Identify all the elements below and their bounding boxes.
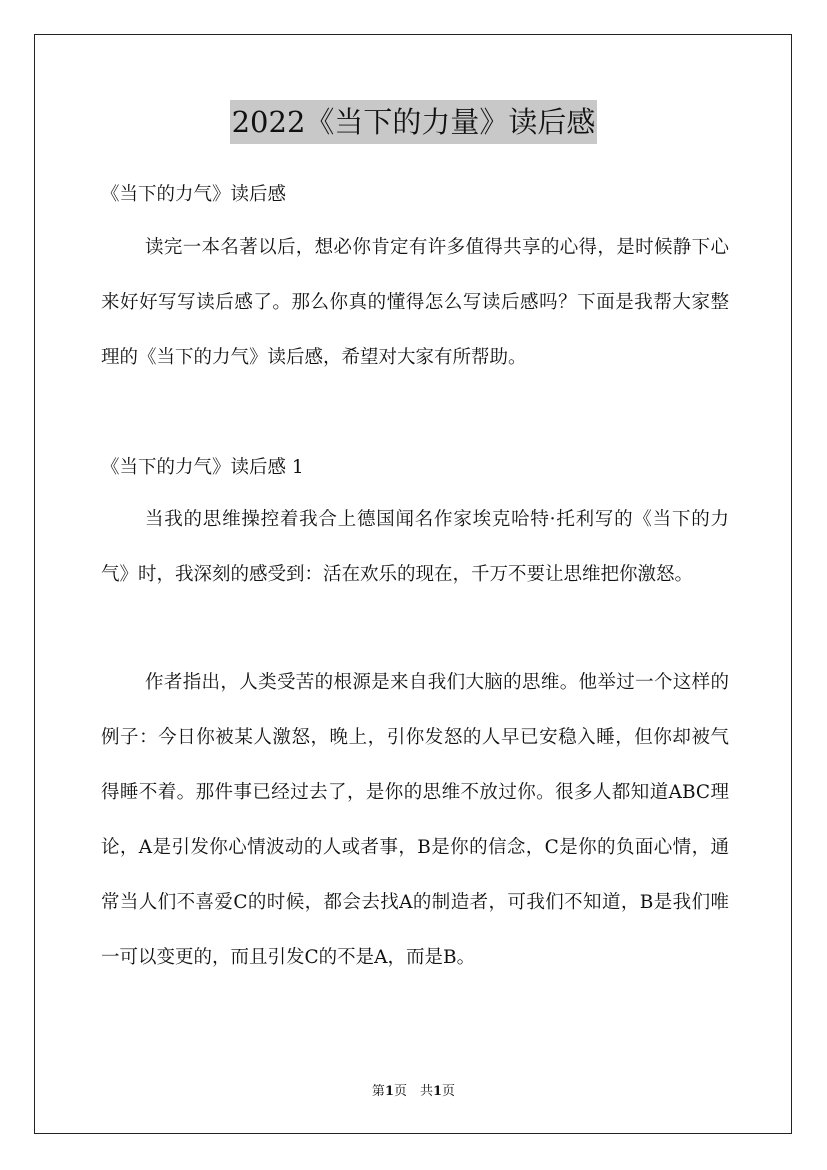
- footer-page-total: 1: [433, 1084, 443, 1099]
- paragraph-2: 作者指出，人类受苦的根源是来自我们大脑的思维。他举过一个这样的例子：今日你被某人激怒，晚上，引你发怒的人早已安稳入睡，但你却被气得睡不着。那件事已经过去了，是你的思维不放过你。很多人都知道ABC理论，A是引发你心情波动的人或者事，B是你的信念，C是你的负面心情，通常当人们不喜爱C的时候，都会去找A的制造者，可我们不知道，B是我们唯一可以变更的，而且引发C的不是A，而是B。: [101, 672, 729, 968]
- section-heading-1: 《当下的力气》读后感 1: [101, 457, 304, 478]
- intro-heading: 《当下的力气》读后感: [101, 184, 287, 205]
- page-footer: [0, 1084, 827, 1100]
- footer-mid: 页 共: [393, 1084, 433, 1099]
- intro-paragraph: 读完一本名著以后，想必你肯定有许多值得共享的心得，是时候静下心来好好写写读后感了。那么你真的懂得怎么写读后感吗？下面是我帮大家整理的《当下的力气》读后感，希望对大家有所帮助。: [101, 237, 729, 368]
- title-container: [0, 100, 827, 144]
- footer-page-current: 1: [384, 1084, 394, 1099]
- footer-suffix: 页: [442, 1084, 456, 1099]
- paragraph-1: 当我的思维操控着我合上德国闻名作家埃克哈特·托利写的《当下的力气》时，我深刻的感受到：活在欢乐的现在，千万不要让思维把你激怒。: [101, 509, 729, 585]
- footer-prefix: 第: [371, 1084, 385, 1099]
- document-title: 2022《当下的力量》读后感: [230, 100, 598, 144]
